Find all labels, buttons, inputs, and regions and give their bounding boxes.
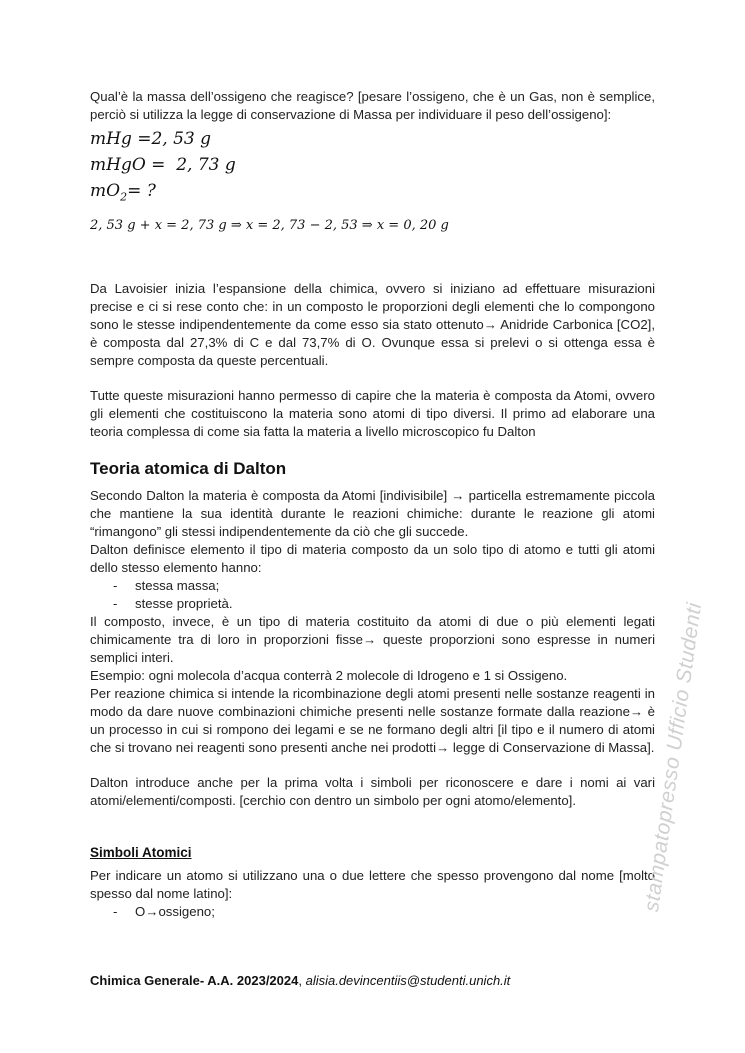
- simboli-heading: Simboli Atomici: [90, 845, 192, 861]
- formula-mo2-suffix: = ?: [127, 181, 156, 201]
- list-item: - stessa massa;: [90, 577, 655, 595]
- document-page: [90, 88, 655, 921]
- formula-mo2-prefix: mO: [90, 181, 121, 201]
- dalton-paragraph-1: Secondo Dalton la materia è composta da Atomi [indivisibile] → particella estremamente piccola che mantiene la sua identità durante le reazioni chimiche: durante le reazione gli atomi “rimangono” gli stessi indipendentemente da ciò che gli succede.: [90, 488, 655, 540]
- simboli-list: [90, 903, 655, 921]
- formula-mo2: [90, 178, 655, 210]
- lavoisier-paragraph: Da Lavoisier inizia l’espansione della chimica, ovvero si iniziano ad effettuare misurazioni precise e ci si rese conto che: in un composto le proporzioni degli elementi che lo compongono sono le stesse indipendentemente da come esso sia stato ottenuto→ Anidride Carbonica [CO2], è composta dal 27,3% di C e dal 73,7% di O. Ovunque essa si prelevi o si ottenga essa è sempre composta da queste percentuali.: [90, 281, 655, 369]
- list-item: - O→ossigeno;: [90, 903, 655, 921]
- dalton-paragraph-2: Dalton definisce elemento il tipo di materia composto da un solo tipo di atomo e tutti gli atomi dello stesso elemento hanno:: [90, 542, 655, 576]
- dalton-paragraph-4: Esempio: ogni molecola d’acqua conterrà 2 molecole di Idrogeno e 1 si Ossigeno.: [90, 668, 568, 684]
- simboli-paragraph: Per indicare un atomo si utilizzano una o due lettere che spesso provengono dal nome [molto spesso dal nome latino]:: [90, 868, 655, 902]
- formula-mhg: [90, 126, 655, 152]
- watermark-text: stampatopresso Ufficio Studenti: [640, 601, 707, 914]
- footer-separator: ,: [298, 973, 306, 988]
- footer-course: Chimica Generale- A.A. 2023/2024: [90, 973, 299, 988]
- dalton-property-list: [90, 577, 655, 613]
- footer-email: alisia.devincentiis@studenti.unich.it: [305, 973, 511, 988]
- dalton-paragraph-5: Per reazione chimica si intende la ricombinazione degli atomi presenti nelle sostanze reagenti in modo da dare nuove combinazioni chimiche presenti nelle sostanze formate dalla reazione→ è un processo in cui si rompono dei legami e se ne formano degli altri [il tipo e il numero di atomi che si trovano nei reagenti sono presenti anche nei prodotti→ legge di Conservazione di Massa].: [90, 686, 655, 756]
- formula-mhgo: [90, 152, 655, 178]
- intro-paragraph: Qual’è la massa dell’ossigeno che reagisce? [pesare l’ossigeno, che è un Gas, non è semplice, perciò si utilizza la legge di conservazione di Massa per individuare il peso dell’ossigeno]:: [90, 89, 655, 122]
- dalton-heading: Teoria atomica di Dalton: [90, 459, 287, 479]
- formula-mhg-label: mHg =: [90, 129, 152, 149]
- formula-equation: 2, 53 g + x = 2, 73 g ⇒ x = 2, 73 − 2, 53 ⇒ x = 0, 20 g: [90, 218, 449, 234]
- dalton-paragraph-6: Dalton introduce anche per la prima volta i simboli per riconoscere e dare i nomi ai vari atomi/elementi/composti. [cerchio con dentro un simbolo per ogni atomo/elemento].: [90, 775, 655, 809]
- formula-mhgo-label: mHgO =: [90, 155, 171, 175]
- atomi-paragraph: Tutte queste misurazioni hanno permesso di capire che la materia è composta da Atomi, ovvero gli elementi che costituiscono la materia sono atomi di tipo diversi. Il primo ad elaborare una teoria complessa di come sia fatta la materia a livello microscopico fu Dalton: [90, 388, 655, 440]
- formula-mhgo-value: 2, 73 g: [176, 155, 236, 175]
- page-footer: [90, 972, 510, 990]
- formula-mo2-sub: 2: [120, 190, 128, 204]
- dalton-paragraph-3: Il composto, invece, è un tipo di materia costituito da atomi di due o più elementi legati chimicamente tra di loro in proporzioni fisse→ queste proporzioni sono espresse in numeri semplici interi.: [90, 614, 655, 666]
- list-item: - stesse proprietà.: [90, 595, 655, 613]
- formula-mhg-value: 2, 53 g: [151, 129, 212, 149]
